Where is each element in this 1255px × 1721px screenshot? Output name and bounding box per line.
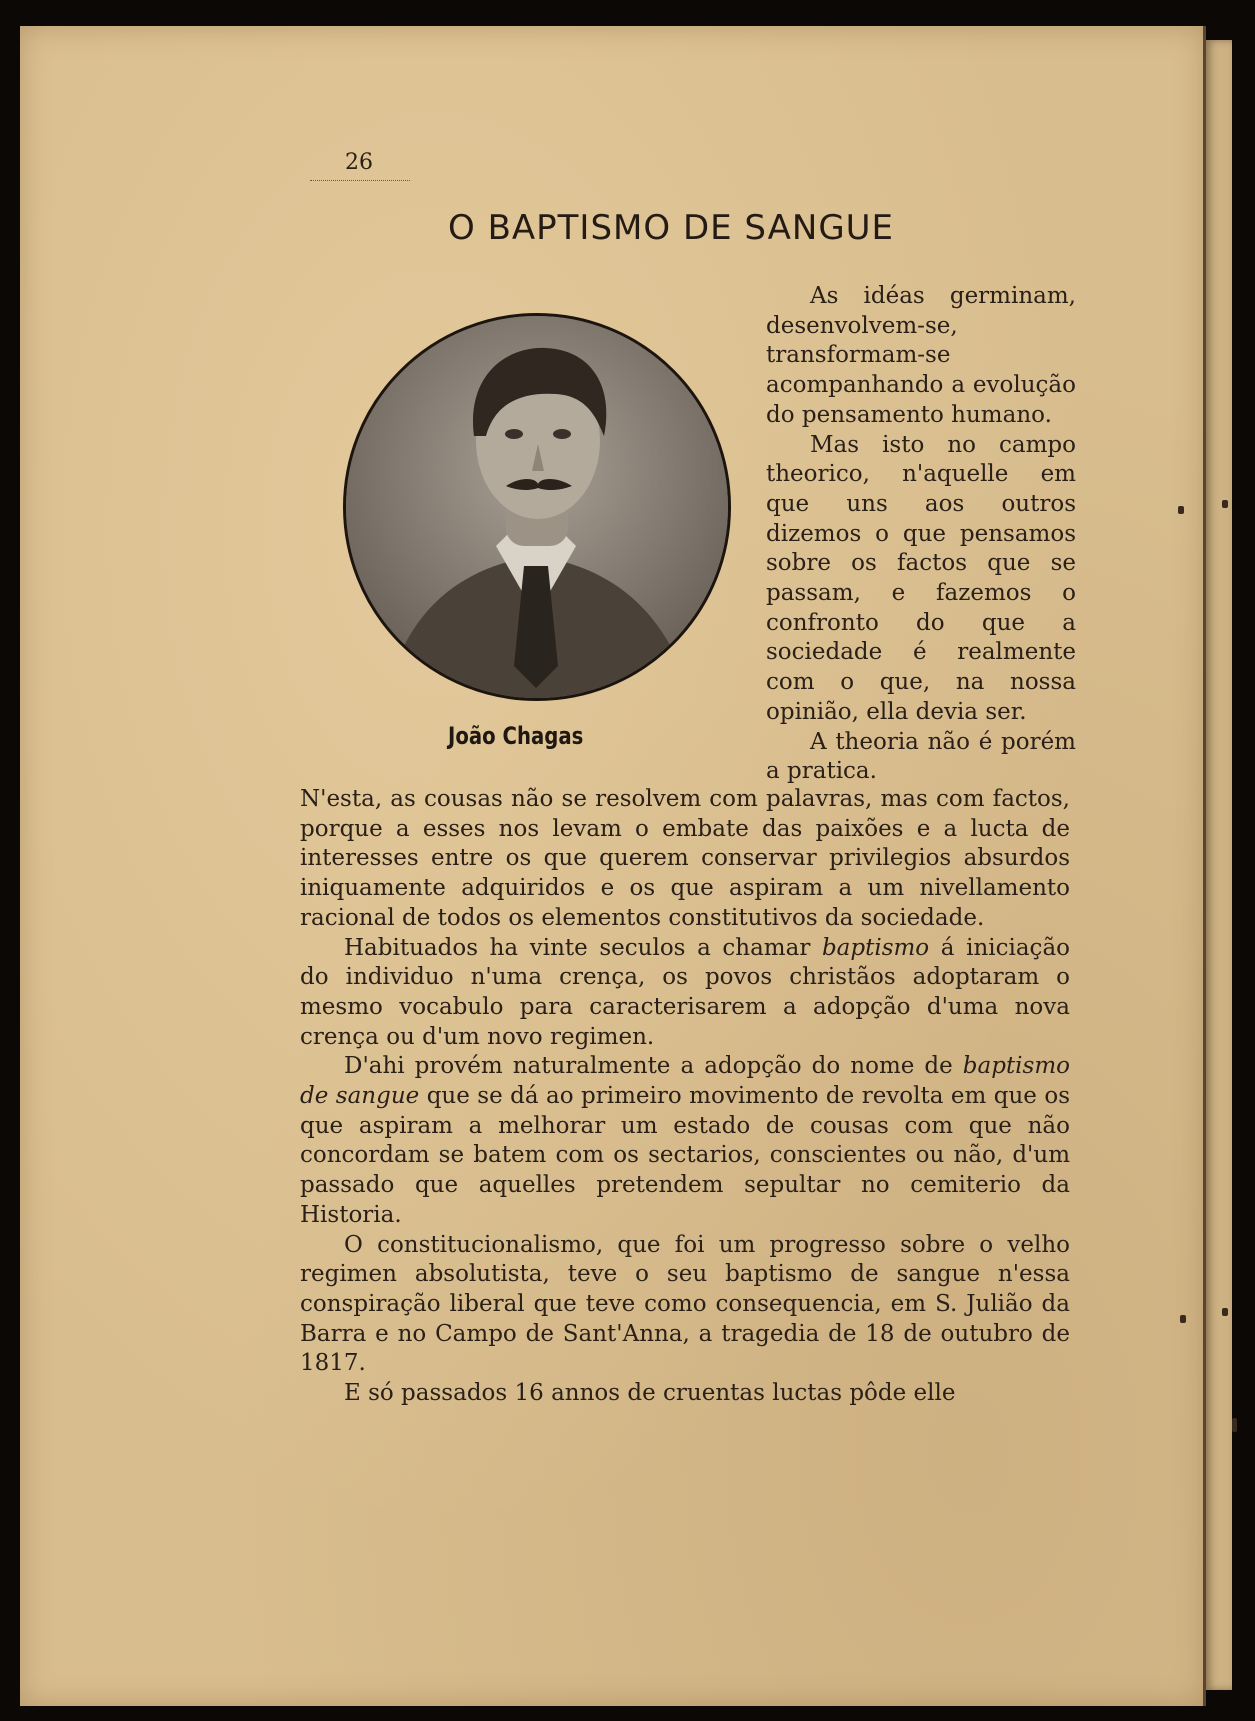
text-run: D'ahi provém naturalmente a adopção do nome de [344,1053,963,1080]
paragraph [300,934,1070,1053]
paragraph: N'esta, as cousas não se resolvem com palavras, mas com factos, porque a esses nos levam o embate das paixões e a lucta de interesses entre os que querem conservar privilegios absurdos iniquamente adquiridos e os que aspiram a um nivellamento racional de todos os elementos constitutivos da sociedade. [300,786,1070,931]
page-number-rule [310,180,410,181]
ink-speck [1222,500,1228,508]
text-run: que se dá ao primeiro movimento de revolta em que os que aspiram a melhorar um estado de cousas com que não concordam se batem com os sectarios, conscientes ou não, d'um passado que aquelles pretendem sepultar no cemiterio da Historia. [300,1083,1071,1228]
portrait-caption: João Chagas [448,722,584,750]
ink-speck [1232,1418,1237,1432]
paragraph: A theoria não é porém a pratica. [766,728,1076,785]
paragraph: Mas isto no campo theorico, n'aquelle em que uns aos outros dizemos o que pensamos sobre os factos que se passam, e fazemos o confronto do que a sociedade é realmente com o que, na nossa opinião, ella devia ser. [766,431,1076,725]
text-run: á iniciação do individuo n'uma crença, os povos christãos adoptaram o mesmo vocabulo para caracterisarem a adopção d'uma nova crença ou d'um novo regimen. [300,934,1070,1050]
italic-term: baptismo de sangue [300,1053,1070,1110]
adjacent-page-edge [1206,40,1232,1690]
text-column-beside-portrait [766,282,1076,787]
paragraph: O constitucionalismo, que foi um progresso sobre o velho regimen absolutista, teve o seu baptismo de sangue n'essa conspiração liberal que teve como consequencia, em S. Julião da Barra e no Campo de Sant'Anna, a tragedia de 18 de outubro de 1817. [300,1231,1070,1377]
paragraph [300,1052,1070,1230]
italic-term: baptismo [821,934,930,961]
paragraph: E só passados 16 annos de cruentas luctas pôde elle [344,1380,956,1407]
text-run: Habituados ha vinte seculos a chamar [344,934,822,961]
paragraph: As idéas germinam, desenvolvem-se, transformam-se acompanhando a evolução do pensamento humano. [766,283,1076,428]
portrait-image [343,313,731,701]
page-number: 26 [345,150,373,175]
chapter-title: O BAPTISMO DE SANGUE [448,208,895,248]
portrait-illustration [346,316,728,698]
ink-speck [1178,506,1184,514]
ink-speck [1222,1308,1228,1316]
body-text [300,785,1070,1409]
ink-speck [1180,1315,1186,1323]
